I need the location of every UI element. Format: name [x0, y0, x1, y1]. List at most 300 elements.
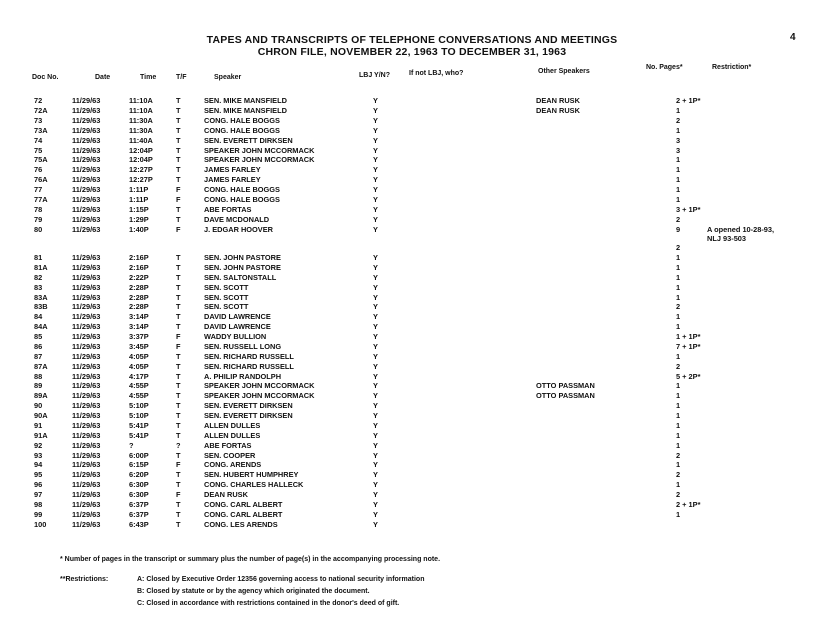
table-row [0, 372, 824, 382]
cell-date: 11/29/63 [72, 391, 101, 401]
cell-pages: 1 [676, 460, 681, 470]
cell-doc: 84A [34, 322, 48, 332]
cell-doc: 94 [34, 460, 43, 470]
cell-speaker: SEN. HUBERT HUMPHREY [204, 470, 299, 480]
cell-speaker: SPEAKER JOHN MCCORMACK [204, 155, 315, 165]
table-row [0, 263, 824, 273]
cell-lbj: Y [373, 165, 378, 175]
cell-tf: T [176, 411, 181, 421]
cell-time: 3:14P [129, 322, 149, 332]
cell-doc: 90 [34, 401, 43, 411]
cell-date: 11/29/63 [72, 440, 101, 450]
cell-speaker: SEN. RUSSELL LONG [204, 341, 282, 351]
cell-lbj: Y [373, 115, 378, 125]
cell-date: 11/29/63 [72, 490, 101, 500]
cell-date: 11/29/63 [72, 165, 101, 175]
restriction-b: B: Closed by statute or by the agency which originated the document. [137, 588, 370, 595]
cell-pages: 9 [676, 224, 681, 234]
cell-time: 3:37P [129, 332, 149, 342]
cell-speaker: ABE FORTAS [204, 440, 252, 450]
cell-tf: F [176, 195, 181, 204]
cell-pages: 1 [676, 381, 681, 391]
cell-lbj: Y [373, 292, 378, 302]
cell-time: 11:30A [129, 115, 153, 125]
cell-lbj: Y [373, 440, 378, 450]
cell-other: OTTO PASSMAN [536, 391, 595, 401]
cell-time: 3:45P [129, 341, 149, 351]
cell-speaker: CONG. HALE BOGGS [204, 125, 280, 135]
header-speaker: Speaker [214, 74, 242, 81]
cell-doc: 83B [34, 302, 48, 312]
cell-pages: 1 [676, 351, 681, 361]
cell-tf: F [176, 490, 181, 500]
cell-speaker: CONG. CARL ALBERT [204, 500, 283, 509]
cell-doc: 93 [34, 450, 43, 460]
cell-pages: 1 [676, 420, 681, 430]
table-row [0, 490, 824, 500]
table-row [0, 205, 824, 215]
cell-date: 11/29/63 [72, 224, 101, 234]
table-row [0, 470, 824, 480]
cell-tf: T [176, 262, 181, 272]
cell-date: 11/29/63 [72, 195, 101, 204]
cell-tf: T [176, 135, 181, 145]
cell-time: 11:40A [129, 135, 153, 145]
cell-pages: 2 + 1P* [676, 500, 701, 509]
cell-date: 11/29/63 [72, 341, 101, 351]
header-num-pages: No. Pages* [646, 64, 683, 71]
cell-date: 11/29/63 [72, 204, 101, 214]
table-row [0, 253, 824, 263]
cell-time: 5:10P [129, 401, 149, 411]
cell-lbj: Y [373, 322, 378, 332]
cell-pages: 2 [676, 450, 681, 460]
cell-pages: 5 + 2P* [676, 371, 701, 381]
cell-lbj: Y [373, 391, 378, 401]
cell-doc: 72 [34, 96, 43, 105]
cell-pages: 1 [676, 440, 681, 450]
cell-pages: 2 [676, 115, 681, 125]
cell-tf: T [176, 391, 181, 401]
cell-pages: 1 [676, 401, 681, 411]
cell-date: 11/29/63 [72, 500, 101, 509]
cell-tf: T [176, 272, 181, 282]
cell-doc: 91 [34, 420, 43, 430]
cell-date: 11/29/63 [72, 322, 101, 332]
cell-lbj: Y [373, 430, 378, 440]
cell-time: 1:29P [129, 214, 149, 224]
cell-time: 6:37P [129, 509, 149, 519]
cell-date: 11/29/63 [72, 155, 101, 165]
cell-pages: 1 + 1P* [676, 332, 701, 342]
cell-time: 4:05P [129, 351, 149, 361]
cell-time: 6:37P [129, 500, 149, 509]
cell-time: 1:15P [129, 204, 149, 214]
cell-tf: T [176, 322, 181, 332]
table-row [0, 283, 824, 293]
cell-speaker: WADDY BULLION [204, 332, 267, 342]
cell-lbj: Y [373, 302, 378, 312]
cell-date: 11/29/63 [72, 480, 101, 490]
cell-pages: 2 [676, 490, 681, 500]
cell-doc: 87 [34, 351, 43, 361]
table-row [0, 510, 824, 520]
table-row [0, 195, 824, 205]
cell-lbj: Y [373, 282, 378, 292]
cell-date: 11/29/63 [72, 420, 101, 430]
cell-date: 11/29/63 [72, 351, 101, 361]
cell-restr: A opened 10-28-93, [707, 224, 775, 234]
table-row [0, 431, 824, 441]
cell-doc: 97 [34, 490, 43, 500]
cell-speaker: DEAN RUSK [204, 490, 248, 500]
cell-doc: 88 [34, 371, 43, 381]
cell-doc: 89A [34, 391, 48, 401]
footnote-pages: * Number of pages in the transcript or summary plus the number of page(s) in the accompanying processing note. [60, 556, 441, 563]
cell-pages: 1 [676, 195, 681, 204]
cell-speaker: J. EDGAR HOOVER [204, 224, 273, 234]
cell-doc: 85 [34, 332, 43, 342]
table-row [0, 136, 824, 146]
cell-speaker: ALLEN DULLES [204, 430, 261, 440]
cell-speaker: CONG. HALE BOGGS [204, 185, 280, 195]
cell-time: 12:27P [129, 175, 153, 185]
cell-tf: T [176, 361, 181, 371]
cell-date: 11/29/63 [72, 253, 101, 262]
cell-pages: 1 [676, 185, 681, 195]
table-row [0, 460, 824, 470]
cell-date: 11/29/63 [72, 185, 101, 195]
cell-date: 11/29/63 [72, 332, 101, 342]
cell-speaker: SPEAKER JOHN MCCORMACK [204, 145, 315, 155]
cell-doc: 92 [34, 440, 43, 450]
cell-tf: T [176, 292, 181, 302]
cell-doc: 83 [34, 282, 43, 292]
cell-speaker: CONG. CHARLES HALLECK [204, 480, 304, 490]
cell-pages: 1 [676, 509, 681, 519]
cell-speaker: JAMES FARLEY [204, 165, 261, 175]
cell-pages: 1 [676, 411, 681, 421]
cell-doc: 90A [34, 411, 48, 421]
cell-speaker: SEN. EVERETT DIRKSEN [204, 401, 293, 411]
cell-pages: 1 [676, 480, 681, 490]
cell-tf: T [176, 371, 181, 381]
cell-lbj: Y [373, 509, 378, 519]
table-row [0, 165, 824, 175]
cell-doc: 81 [34, 253, 43, 262]
cell-date: 11/29/63 [72, 214, 101, 224]
cell-date: 11/29/63 [72, 371, 101, 381]
cell-date: 11/29/63 [72, 312, 101, 322]
cell-time: 12:27P [129, 165, 153, 175]
cell-pages: 1 [676, 165, 681, 175]
cell-speaker: SEN. COOPER [204, 450, 256, 460]
cell-pages: 1 [676, 262, 681, 272]
cell-doc: 96 [34, 480, 43, 490]
table-row [0, 441, 824, 451]
cell-pages: 1 [676, 175, 681, 185]
cell-other: OTTO PASSMAN [536, 381, 595, 391]
cell-pages: 2 [676, 361, 681, 371]
table-row [0, 185, 824, 195]
cell-date: 11/29/63 [72, 262, 101, 272]
cell-lbj: Y [373, 195, 378, 204]
cell-speaker: ABE FORTAS [204, 204, 252, 214]
cell-tf: T [176, 420, 181, 430]
cell-speaker: ALLEN DULLES [204, 420, 261, 430]
cell-lbj: Y [373, 185, 378, 195]
cell-lbj: Y [373, 262, 378, 272]
cell-tf: T [176, 282, 181, 292]
cell-lbj: Y [373, 450, 378, 460]
cell-tf: T [176, 381, 181, 391]
restriction-a: A: Closed by Executive Order 12356 governing access to national security information [137, 576, 425, 583]
cell-doc: 86 [34, 341, 43, 351]
cell-date: 11/29/63 [72, 145, 101, 155]
cell-pages: 3 [676, 135, 681, 145]
cell-tf: T [176, 401, 181, 411]
cell-tf: T [176, 175, 181, 185]
cell-time: 2:16P [129, 253, 149, 262]
cell-tf: T [176, 145, 181, 155]
cell-pages: 2 + 1P* [676, 96, 701, 105]
table-row [0, 362, 824, 372]
cell-time: 1:11P [129, 195, 149, 204]
cell-tf: T [176, 509, 181, 519]
table-row [0, 381, 824, 391]
header-restriction: Restriction* [712, 64, 752, 71]
cell-speaker: CONG. ARENDS [204, 460, 262, 470]
cell-lbj: Y [373, 155, 378, 165]
table-row [0, 293, 824, 303]
cell-doc: 82 [34, 272, 43, 282]
table-row [0, 401, 824, 411]
cell-doc: 99 [34, 509, 43, 519]
cell-lbj: Y [373, 96, 378, 105]
cell-speaker: CONG. LES ARENDS [204, 519, 278, 529]
cell-date: 11/29/63 [72, 430, 101, 440]
cell-tf: T [176, 430, 181, 440]
cell-lbj: Y [373, 490, 378, 500]
cell-speaker: SEN. SCOTT [204, 292, 249, 302]
cell-speaker: SEN. SCOTT [204, 282, 249, 292]
cell-pages: 2 [676, 470, 681, 480]
cell-date: 11/29/63 [72, 125, 101, 135]
cell-tf: T [176, 253, 181, 262]
cell-tf: T [176, 302, 181, 312]
cell-pages: 1 [676, 105, 681, 115]
cell-speaker: SEN. SCOTT [204, 302, 249, 312]
cell-other: DEAN RUSK [536, 96, 580, 105]
cell-lbj: Y [373, 351, 378, 361]
cell-speaker: SEN. MIKE MANSFIELD [204, 105, 287, 115]
table-row [0, 302, 824, 312]
cell-lbj: Y [373, 125, 378, 135]
cell-time: 4:55P [129, 391, 149, 401]
cell-date: 11/29/63 [72, 272, 101, 282]
cell-date: 11/29/63 [72, 381, 101, 391]
cell-lbj: Y [373, 519, 378, 529]
cell-time: ? [129, 440, 134, 450]
cell-doc: 75 [34, 145, 43, 155]
cell-lbj: Y [373, 500, 378, 509]
table-row [0, 352, 824, 362]
cell-tf: F [176, 460, 181, 470]
cell-lbj: Y [373, 272, 378, 282]
cell-doc: 77 [34, 185, 43, 195]
cell-date: 11/29/63 [72, 115, 101, 125]
table-row [0, 500, 824, 510]
cell-date: 11/29/63 [72, 470, 101, 480]
cell-speaker: SEN. EVERETT DIRKSEN [204, 411, 293, 421]
cell-time: 12:04P [129, 155, 153, 165]
cell-pages: 1 [676, 253, 681, 262]
cell-tf: T [176, 125, 181, 135]
cell-lbj: Y [373, 460, 378, 470]
cell-time: 6:00P [129, 450, 149, 460]
cell-tf: T [176, 519, 181, 529]
cell-lbj: Y [373, 253, 378, 262]
cell-speaker: SPEAKER JOHN MCCORMACK [204, 391, 315, 401]
cell-lbj: Y [373, 214, 378, 224]
cell-lbj: Y [373, 332, 378, 342]
cell-other: DEAN RUSK [536, 105, 580, 115]
table-row [0, 322, 824, 332]
cell-doc: 89 [34, 381, 43, 391]
cell-pages: 1 [676, 155, 681, 165]
cell-lbj: Y [373, 224, 378, 234]
cell-time: 11:10A [129, 96, 153, 105]
cell-time: 6:30P [129, 480, 149, 490]
cell-tf: T [176, 105, 181, 115]
cell-time: 6:30P [129, 490, 149, 500]
table-row [0, 312, 824, 322]
table-row [0, 126, 824, 136]
cell-tf: T [176, 450, 181, 460]
cell-speaker: JAMES FARLEY [204, 175, 261, 185]
cell-pages: 1 [676, 430, 681, 440]
cell-doc: 79 [34, 214, 43, 224]
cell-speaker: SEN. SALTONSTALL [204, 272, 277, 282]
cell-doc: 91A [34, 430, 48, 440]
cell-time: 1:40P [129, 224, 149, 234]
cell-lbj: Y [373, 105, 378, 115]
cell-pages: 3 [676, 145, 681, 155]
cell-tf: T [176, 470, 181, 480]
table-row [0, 342, 824, 352]
cell-date: 11/29/63 [72, 105, 101, 115]
cell-speaker: SEN. EVERETT DIRKSEN [204, 135, 293, 145]
cell-doc: 75A [34, 155, 48, 165]
cell-doc: 95 [34, 470, 43, 480]
cell-lbj: Y [373, 381, 378, 391]
cell-date: 11/29/63 [72, 361, 101, 371]
cell-lbj: Y [373, 145, 378, 155]
cell-lbj: Y [373, 480, 378, 490]
cell-lbj: Y [373, 470, 378, 480]
cell-time: 2:16P [129, 262, 149, 272]
document-subtitle: CHRON FILE, NOVEMBER 22, 1963 TO DECEMBER 31, 1963 [257, 46, 567, 58]
table-row [0, 480, 824, 490]
cell-doc: 74 [34, 135, 43, 145]
header-doc-no: Doc No. [32, 74, 59, 81]
cell-pages: 1 [676, 282, 681, 292]
cell-time: 2:28P [129, 292, 149, 302]
cell-tf: T [176, 115, 181, 125]
cell-time: 4:55P [129, 381, 149, 391]
cell-tf: T [176, 480, 181, 490]
cell-time: 12:04P [129, 145, 153, 155]
cell-doc: 76A [34, 175, 48, 185]
cell-tf: T [176, 165, 181, 175]
cell-lbj: Y [373, 371, 378, 381]
cell-speaker: SPEAKER JOHN MCCORMACK [204, 381, 315, 391]
cell-date: 11/29/63 [72, 411, 101, 421]
cell-time: 3:14P [129, 312, 149, 322]
cell-time: 11:30A [129, 125, 153, 135]
header-date: Date [95, 74, 111, 81]
cell-doc: 80 [34, 224, 43, 234]
table-row [0, 146, 824, 156]
cell-doc: 84 [34, 312, 43, 322]
cell-date: 11/29/63 [72, 302, 101, 312]
header-lbj: LBJ Y/N? [359, 72, 390, 79]
table-row [0, 243, 824, 253]
cell-time: 2:22P [129, 272, 149, 282]
cell-restr: NLJ 93-503 [707, 234, 747, 243]
cell-time: 2:28P [129, 282, 149, 292]
cell-speaker: A. PHILIP RANDOLPH [204, 371, 282, 381]
cell-date: 11/29/63 [72, 135, 101, 145]
cell-time: 4:05P [129, 361, 149, 371]
table-row [0, 332, 824, 342]
cell-doc: 76 [34, 165, 43, 175]
table-row [0, 411, 824, 421]
cell-time: 1:11P [129, 185, 149, 195]
cell-pages: 1 [676, 312, 681, 322]
cell-lbj: Y [373, 420, 378, 430]
cell-lbj: Y [373, 175, 378, 185]
cell-doc: 72A [34, 105, 48, 115]
restriction-c: C: Closed in accordance with restrictions contained in the donor's deed of gift. [137, 600, 400, 607]
cell-speaker: DAVID LAWRENCE [204, 322, 271, 332]
header-if-not-lbj: If not LBJ, who? [409, 70, 464, 77]
table-row [0, 175, 824, 185]
cell-speaker: CONG. HALE BOGGS [204, 195, 280, 204]
cell-speaker: DAVE MCDONALD [204, 214, 270, 224]
cell-doc: 78 [34, 204, 43, 214]
cell-time: 2:28P [129, 302, 149, 312]
cell-date: 11/29/63 [72, 292, 101, 302]
table-row [0, 520, 824, 530]
table-row [0, 421, 824, 431]
cell-pages: 7 + 1P* [676, 341, 701, 351]
cell-tf: F [176, 332, 181, 342]
restrictions-label: **Restrictions: [60, 576, 109, 583]
cell-tf: T [176, 312, 181, 322]
cell-tf: T [176, 500, 181, 509]
document-title: TAPES AND TRANSCRIPTS OF TELEPHONE CONVERSATIONS AND MEETINGS [206, 34, 618, 46]
table-row [0, 273, 824, 283]
cell-date: 11/29/63 [72, 460, 101, 470]
cell-doc: 73 [34, 115, 43, 125]
cell-lbj: Y [373, 411, 378, 421]
cell-pages: 3 + 1P* [676, 204, 701, 214]
cell-time: 5:41P [129, 430, 149, 440]
cell-speaker: SEN. JOHN PASTORE [204, 262, 281, 272]
cell-tf: F [176, 185, 181, 195]
cell-speaker: CONG. CARL ALBERT [204, 509, 283, 519]
